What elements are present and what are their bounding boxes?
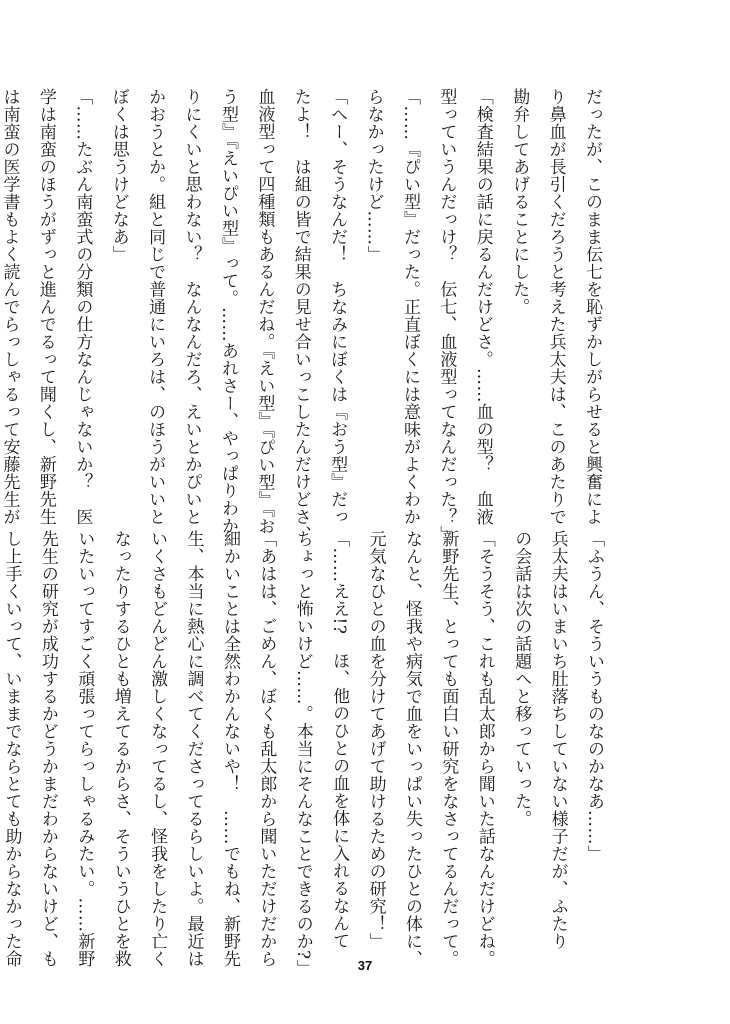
text-line: ちょっと怖いけど……。本当にそんなことできるのか?」 [292,530,313,978]
text-line: 「そうそう、これも乱太郎から聞いた話なんだけどね。 [474,530,495,968]
text-line: 兵太夫はいまいち肚落ちしていない様子だが、ふたり [547,530,568,950]
text-line: 勘弁してあげることにした。 [509,88,530,316]
text-line: なったりするひとも増えてるからさ、そういうひとを救 [110,530,131,968]
text-line: は南蛮の医学書もよく読んでらっしゃるって安藤先生が [0,88,20,526]
text-line: かおうとか。組と同じで普通にいろは、のほうがいいと [145,88,166,526]
text-line: 細かいことは全然わかんないや！ ……でもね、新野先 [219,530,240,968]
text-line: いくさもどんどん激しくなってるし、怪我をしたり亡く [147,530,168,968]
text-line: 「へー、そうなんだ！ ちなみにぼくは『おう型』だっ [327,88,348,526]
text-line: う型』『えいぴい型』って。……あれさー、やっぱりわか [217,88,238,535]
text-line: 生、本当に熱心に調べてくださってるらしいよ。最近は [183,530,204,968]
text-line: 先生の研究が成功するかどうかまだわからないけど、も [37,530,58,968]
text-line: 学は南蛮のほうがずっと進んでるって聞くし、新野先生 [35,88,56,526]
text-line: 「あはは、ごめん、ぼくも乱太郎から聞いただけだから [256,530,277,968]
text-line: ぼくは思うけどなあ」 [108,88,129,263]
text-line: 元気なひとの血を分けてあげて助けるための研究！」 [365,530,386,950]
page-number: 37 [357,958,373,973]
text-line: りにくいと思わない？ なんなんだろ、えいとかぴいと [181,88,202,526]
text-line: 「ふうん、そういうものなのかなあ……」 [584,530,604,863]
text-line: 「……『ぴい型』だった。正直ぼくには意味がよくわか [399,88,420,526]
text-line: なんと、怪我や病気で血をいっぱい失ったひとの体に、 [401,530,422,968]
text-line: 新野先生、とっても面白い研究をなさってるんだって。 [438,530,459,968]
text-line: 型っていうんだっけ？ 伝七、血液型ってなんだった？」 [436,88,457,543]
text-line: たよ！ は組の皆で結果の見せ合いっこしたんだけどさ、 [290,88,311,543]
text-line: 「……ええ!? ほ、他のひとの血を体に入れるなんて [329,530,350,950]
text-line: だったが、このまま伝七を恥ずかしがらせると興奮によ [582,88,602,526]
text-line: 「検査結果の話に戻るんだけどさ。……血の型？ 血液 [472,88,493,526]
text-line: の会話は次の話題へと移っていった。 [511,530,532,828]
text-line: し上手くいって、いままでならとても助からなかった命 [1,530,22,968]
text-line: いたいってすごく頑張ってらっしゃるみたい。……新野 [74,530,95,968]
text-line: らなかったけど……」 [363,88,384,263]
upper-text-block [0,88,610,543]
text-line: 血液型って四種類もあるんだね。『えい型』『ぴい型』『お [254,88,275,535]
text-line: 「……たぶん南蛮式の分類の仕方なんじゃないか？ 医 [72,88,93,526]
text-line: り鼻血が長引くだろうと考えた兵太夫は、このあたりで [545,88,566,526]
